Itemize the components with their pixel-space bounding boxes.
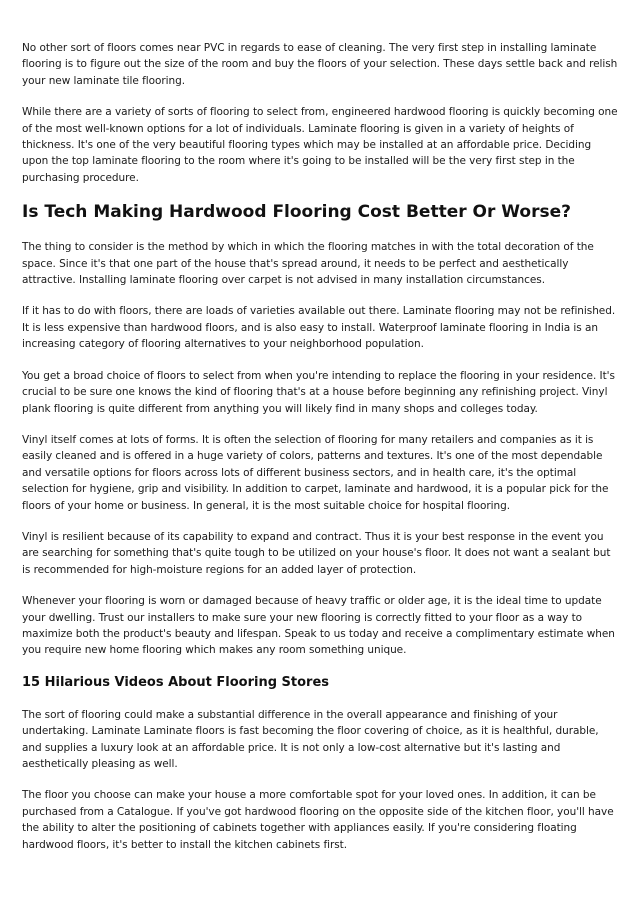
paragraph: If it has to do with floors, there are loads of varieties available out there. Laminate flooring may not be refinished. It is less expensive than hardwood floors, and is also easy to install. Waterproof laminate flooring in India is an increasing category of flooring alternatives to your neighborhood population. [22,305,616,351]
paragraph: Vinyl is resilient because of its capability to expand and contract. Thus it is your best response in the event you are searching for something that's quite tough to be utilized on your house's floor. It does not want a sealant but is recommended for high-moisture regions for an added layer of protection. [22,530,611,576]
paragraph: Vinyl itself comes at lots of forms. It is often the selection of flooring for many retailers and companies as it is easily cleaned and is offered in a huge variety of colors, patterns and textures. It's one of the most dependable and versatile options for floors across lots of different business sectors, and in health care, it's the optimal selection for hygiene, grip and visibility. In addition to carpet, laminate and hardwood, it is a popular pick for the floors of your home or business. In general, it is the most suitable choice for hospital flooring. [22,433,609,512]
section-heading: 15 Hilarious Videos About Flooring Stores [22,674,330,690]
paragraph: While there are a variety of sorts of flooring to select from, engineered hardwood flooring is quickly becoming one of the most well-known options for a lot of individuals. Laminate flooring is given in a variety of heights of thickness. It's one of the very beautiful flooring types which may be installed at an affordable price. Deciding upon the top laminate flooring to the room where it's going to be installed will be the very first step in the purchasing procedure. [22,106,618,184]
paragraph: You get a broad choice of floors to select from when you're intending to replace the flooring in your residence. It's crucial to be sure one knows the kind of flooring that's at a house before beginning any refinishing project. Vinyl plank flooring is quite different from anything you will likely find in many shops and colleges today. [22,369,615,415]
paragraph: The sort of flooring could make a substantial difference in the overall appearance and finishing of your undertaking. Laminate Laminate floors is fast becoming the floor covering of choice, as it is healthful, durable, and supplies a luxury look at an affordable price. It is not only a low-cost alternative but it's lasting and aesthetically pleasing as well. [22,708,599,770]
section-heading: Is Tech Making Hardwood Flooring Cost Better Or Worse? [22,202,572,223]
paragraph: The floor you choose can make your house a more comfortable spot for your loved ones. In addition, it can be purchased from a Catalogue. If you've got hardwood flooring on the opposite side of the kitchen floor, you'll have the ability to alter the positioning of cabinets together with appliances easily. If you're considering floating hardwood floors, it's better to install the kitchen cabinets first. [22,789,614,851]
paragraph: Whenever your flooring is worn or damaged because of heavy traffic or older age, it is the ideal time to update your dwelling. Trust our installers to make sure your new flooring is correctly fitted to your floor as a way to maximize both the product's beauty and lifespan. Speak to us today and receive a complimentary estimate when you require new home flooring which makes any room something unique. [22,595,615,657]
paragraph: The thing to consider is the method by which in which the flooring matches in with the total decoration of the space. Since it's that one part of the house that's spread around, it needs to be perfect and aesthetically attractive. Installing laminate flooring over carpet is not advised in many installation circumstances. [22,241,594,287]
paragraph: No other sort of floors comes near PVC in regards to ease of cleaning. The very first step in installing laminate flooring is to figure out the size of the room and buy the floors of your selection. These days settle back and relish your new laminate tile flooring. [22,42,618,87]
